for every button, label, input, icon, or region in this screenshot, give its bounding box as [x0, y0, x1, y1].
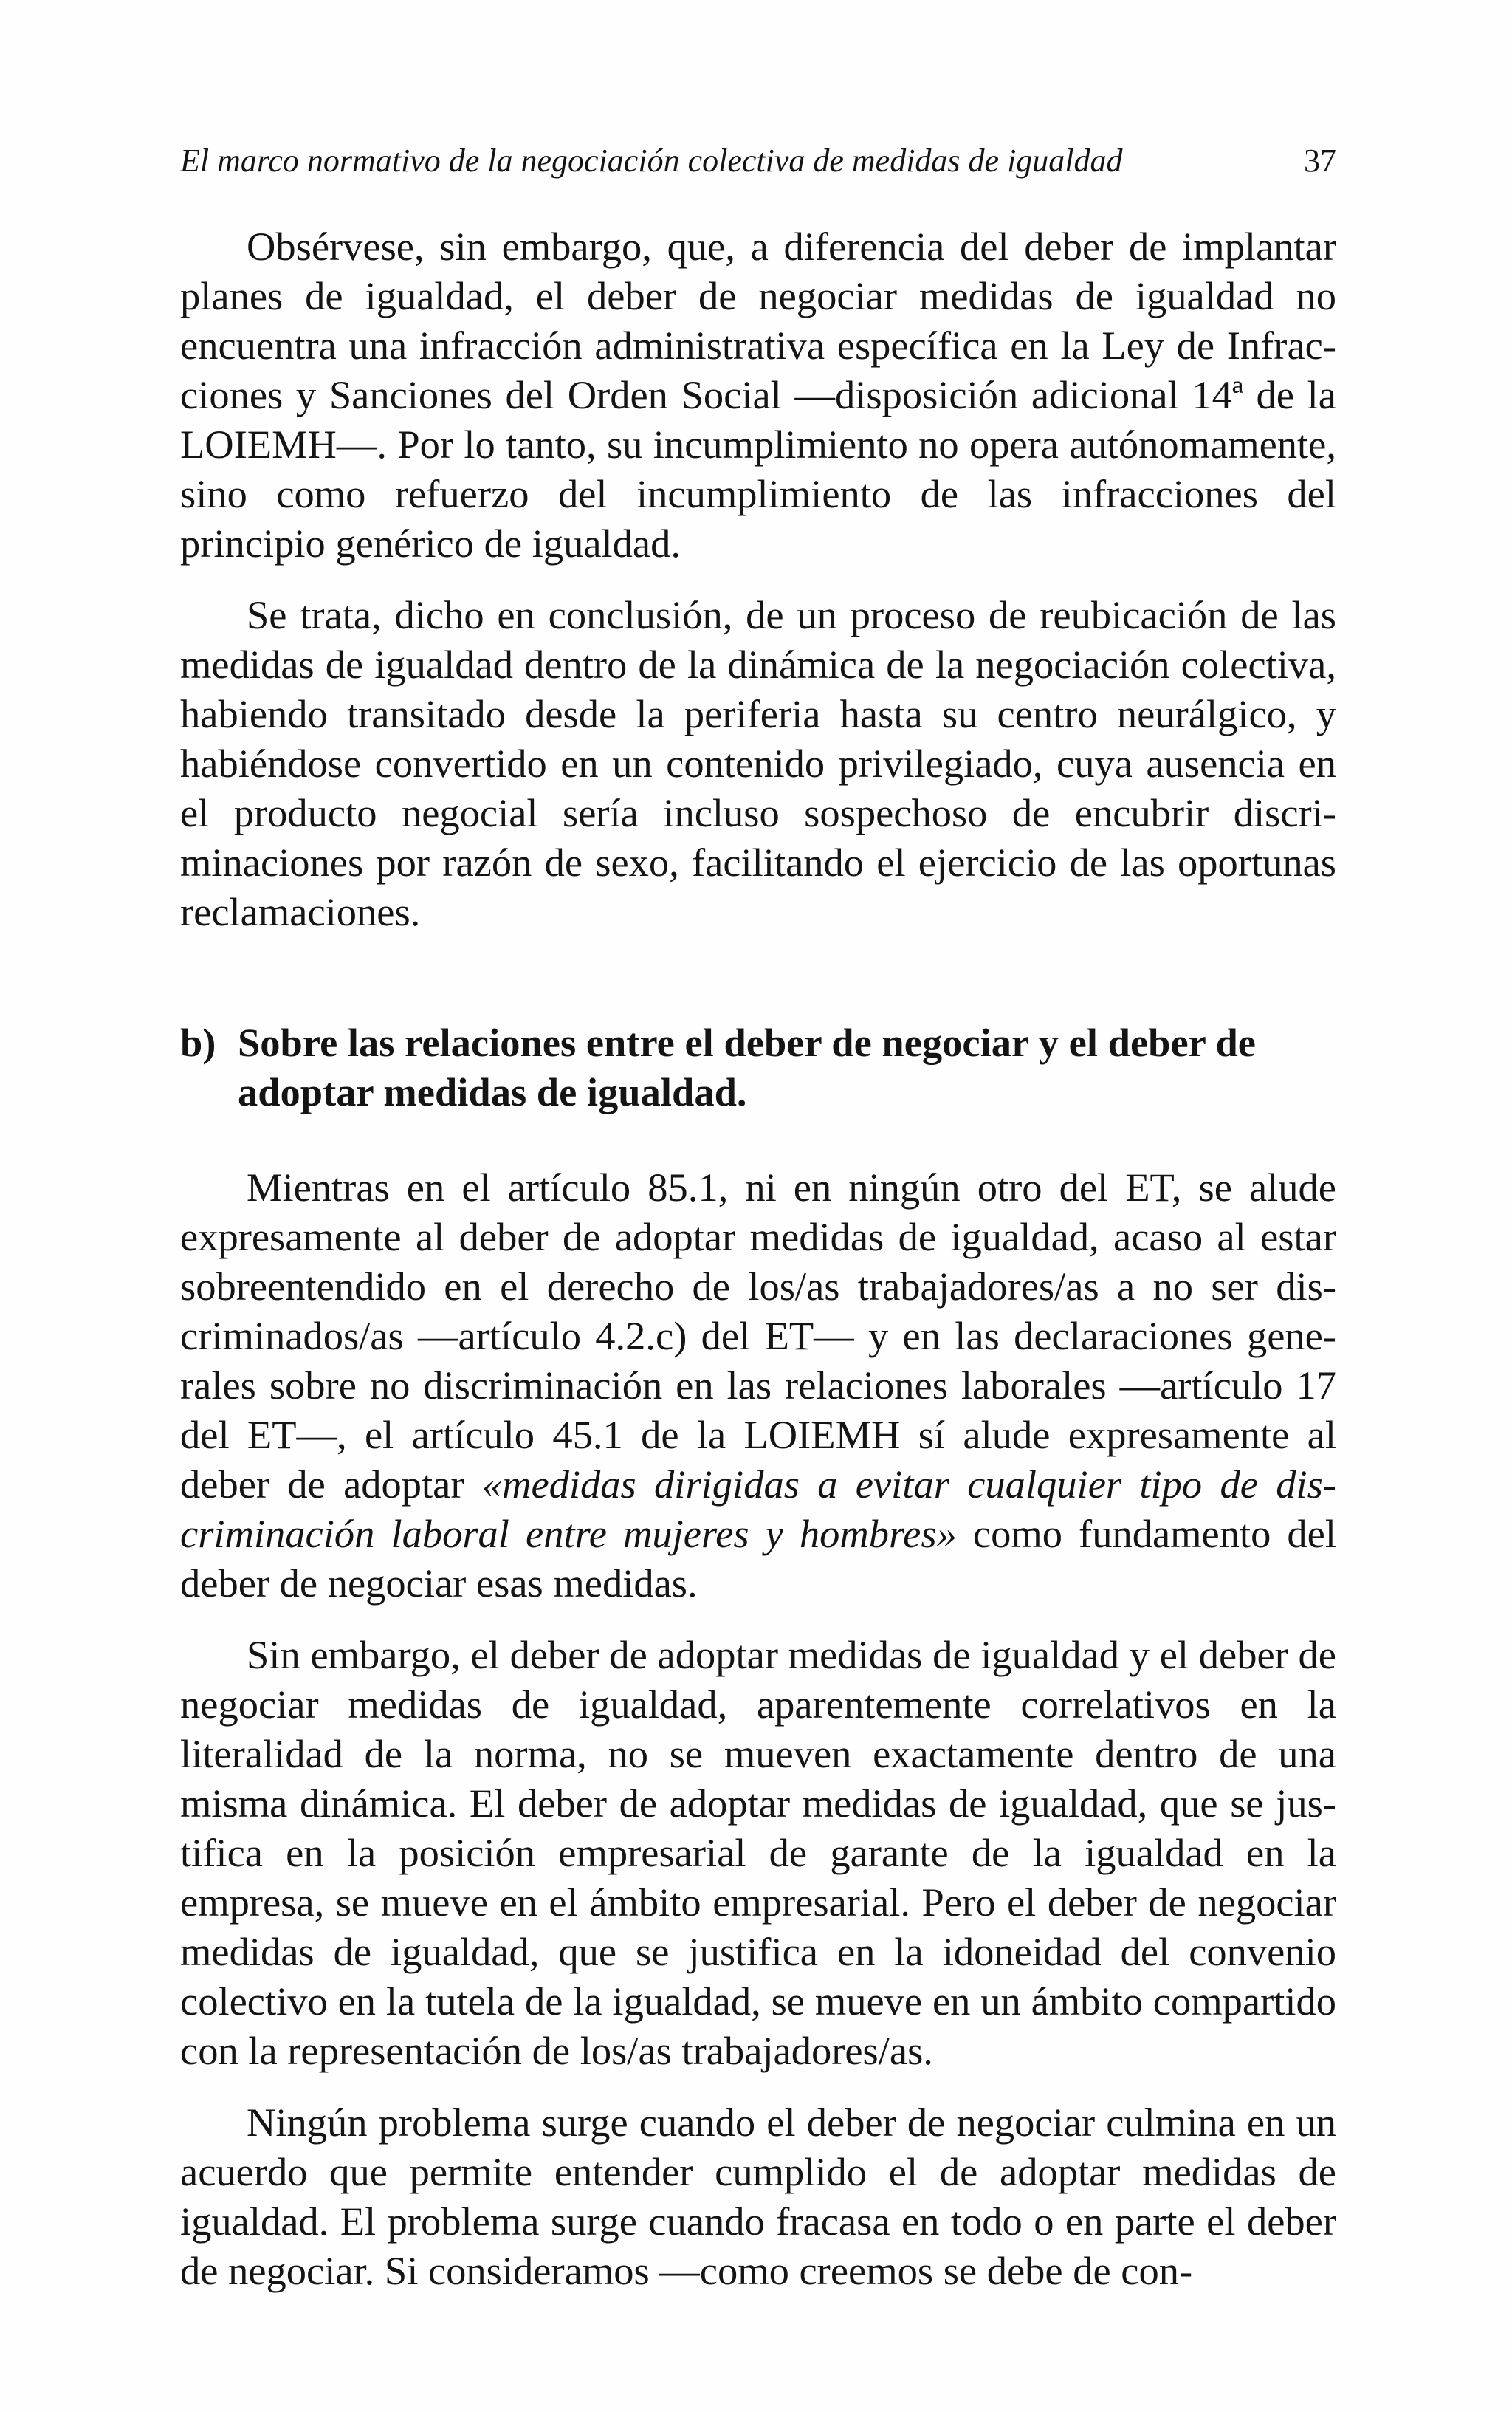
section-title: Sobre las relaciones entre el deber de negociar y el deber de adoptar medidas de igualdad. — [238, 1020, 1256, 1114]
section-heading — [180, 1018, 1336, 1117]
paragraph: Ningún problema surge cuando el deber de negociar culmina en un acuerdo que permite entender cumplido el de adoptar medidas de igualdad. El problema surge cuando fracasa en todo o en parte el deber de negociar. Si consideramos —como creemos se debe de con- — [180, 2100, 1336, 2293]
running-header — [180, 139, 1336, 183]
paragraph-text: como fundamento del deber de negociar esas medidas. — [180, 1511, 1337, 1606]
paragraph: Sin embargo, el deber de adoptar medidas de igualdad y el deber de negociar medidas de igualdad, aparentemente correlativos en la literalidad de la norma, no se mueven exactamente dentro de una misma dinámica. El deber de adoptar medidas de igualdad, que se justifica en la posición empresarial de garante de la igualdad en la empresa, se mueve en el ámbito empresarial. Pero el deber de negociar medidas de igualdad, que se justifica en la idoneidad del convenio colectivo en la tutela de la igualdad, se mueve en un ámbito compartido con la representación de los/as trabajadores/as. — [180, 1632, 1336, 2073]
paragraph: Se trata, dicho en conclusión, de un proceso de reubicación de las medidas de igualdad dentro de la dinámica de la negociación colectiva, habiendo transitado desde la periferia hasta su centro neurálgico, y habiéndose convertido en un contenido privilegiado, cuya ausencia en el producto negocial sería incluso sospechoso de encubrir discriminaciones por razón de sexo, facilitando el ejercicio de las oportunas reclamaciones. — [180, 592, 1336, 934]
quoted-text: «medidas dirigidas a evitar cualquier tipo de discriminación laboral entre mujeres y hombres» — [180, 1462, 1337, 1556]
paragraph — [180, 1162, 1336, 1608]
running-header-title: El marco normativo de la negociación colectiva de medidas de igualdad — [180, 143, 1123, 179]
body-text — [180, 222, 1336, 2295]
page-number: 37 — [1304, 143, 1336, 179]
paragraph: Obsérvese, sin embargo, que, a diferencia del deber de implantar planes de igualdad, el deber de negociar medidas de igualdad no encuentra una infracción administrativa específica en la Ley de Infracciones y Sanciones del Orden Social —disposición adicional 14ª de la LOIEMH—. Por lo tanto, su incumplimiento no opera autónomamente, sino como refuerzo del incumplimiento de las infracciones del principio genérico de igualdad. — [180, 224, 1336, 566]
section-marker: b) — [180, 1020, 216, 1065]
paragraph-text: Mientras en el artículo 85.1, ni en ningún otro del ET, se alude expresamente al deber de adoptar medidas de igualdad, acaso al estar sobreentendido en el derecho de los/as trabajadores/as a no ser discriminados/as —artículo 4.2.c) del ET— y en las declaraciones generales sobre no discriminación en las relaciones laborales —artículo 17 del ET—, el artículo 45.1 de la LOIEMH sí alude expresamente al deber de adoptar — [180, 1165, 1336, 1507]
